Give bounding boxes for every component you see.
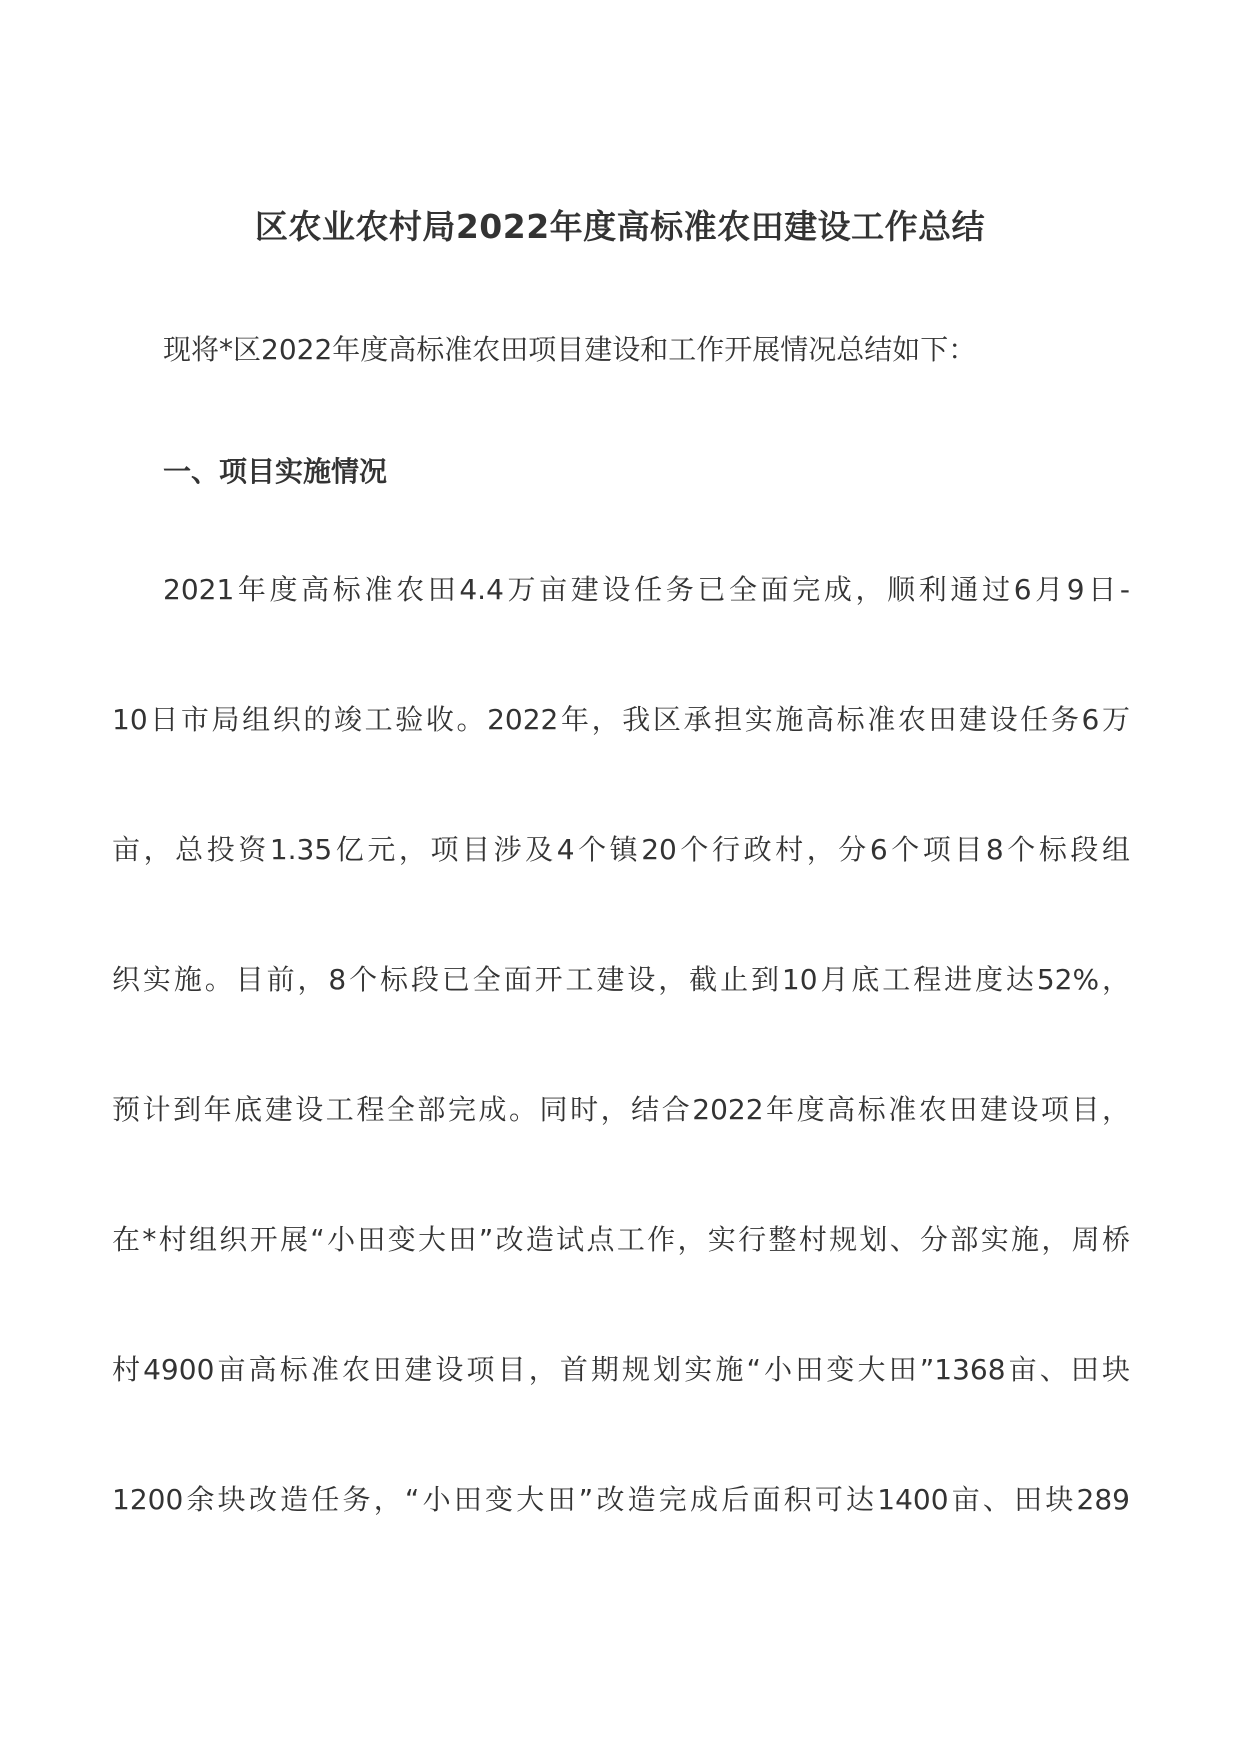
document-title: 区农业农村局2022年度高标准农田建设工作总结 <box>254 207 986 246</box>
body-text-line: 1200余块改造任务，“小田变大田”改造完成后面积可达1400亩、田块289 <box>112 1483 1130 1516</box>
section-heading-project-implementation: 一、项目实施情况 <box>163 455 388 488</box>
body-text-line: 在*村组织开展“小田变大田”改造试点工作，实行整村规划、分部实施，周桥 <box>112 1223 1130 1256</box>
body-text-line: 10日市局组织的竣工验收。2022年，我区承担实施高标准农田建设任务6万 <box>112 703 1130 736</box>
body-text-line: 预计到年底建设工程全部完成。同时，结合2022年度高标准农田建设项目， <box>112 1093 1130 1126</box>
body-text-line: 村4900亩高标准农田建设项目，首期规划实施“小田变大田”1368亩、田块 <box>112 1353 1130 1386</box>
body-text-line: 织实施。目前，8个标段已全面开工建设，截止到10月底工程进度达52%， <box>112 963 1130 996</box>
body-text-line: 2021年度高标准农田4.4万亩建设任务已全面完成，顺利通过6月9日- <box>163 573 1130 606</box>
intro-paragraph: 现将*区2022年度高标准农田项目建设和工作开展情况总结如下： <box>163 333 977 366</box>
body-text-line: 亩，总投资1.35亿元，项目涉及4个镇20个行政村，分6个项目8个标段组 <box>112 833 1130 866</box>
